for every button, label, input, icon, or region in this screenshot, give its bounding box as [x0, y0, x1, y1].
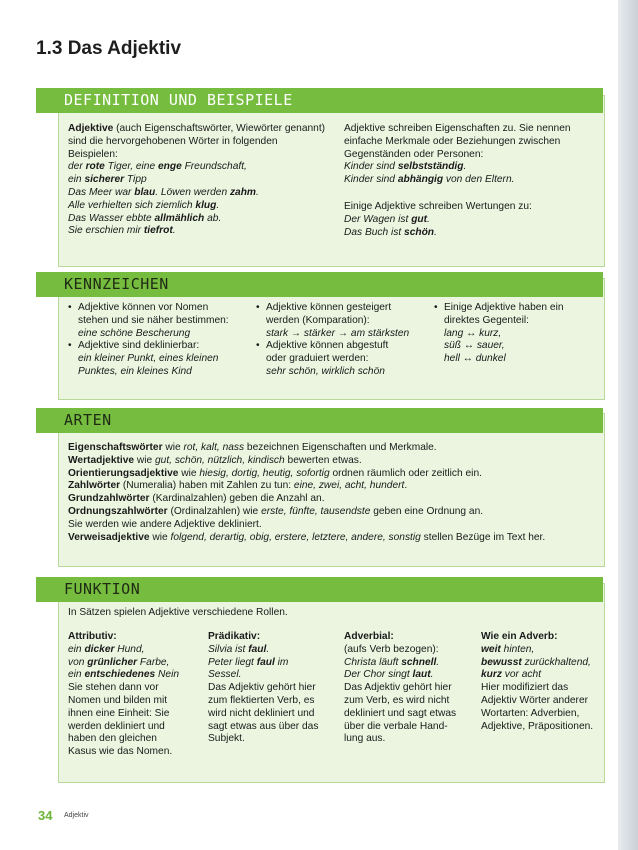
definition-right-intro: Adjektive schreiben Eigenschaften zu. Sie nennen einfache Merkmale oder Beziehungen zwischen Gegenständen oder Personen:	[344, 123, 571, 160]
example-text: .	[434, 226, 437, 238]
example-text: Peter liegt	[208, 656, 257, 668]
funktion-column-text: Wortarten: Adverbien,	[481, 707, 580, 719]
example-text: ein	[68, 643, 85, 655]
example-text: vor acht	[501, 669, 542, 681]
arten-text: Sie werden wie andere Adjektive dekliniert.	[68, 518, 262, 530]
example-text: Das Buch ist	[344, 226, 405, 238]
funktion-column-text: Subjekt.	[208, 733, 245, 745]
funktion-column-text: zum flektierten Verb, es	[208, 694, 315, 706]
funktion-column-text: ihnen eine Einheit: Sie	[68, 707, 170, 719]
funktion-intro: In Sätzen spielen Adjektive verschiedene Rollen.	[68, 607, 288, 618]
example-text: der	[68, 161, 86, 173]
example-text: hinten,	[500, 643, 535, 655]
arten-text: bewerten etwas.	[284, 454, 362, 466]
funktion-adverbial	[344, 631, 469, 746]
example-line	[68, 213, 330, 226]
funktion-column-text: haben den gleichen	[68, 733, 157, 745]
kennzeichen-header	[36, 272, 603, 297]
kennzeichen-text: • Einige Adjektive haben ein	[444, 302, 564, 313]
arten-text: stellen Bezüge im Text her.	[420, 531, 546, 543]
definition-intro-rest: (auch Eigenschaftswörter, Wiewörter genannt) sind die hervorgehobenen Wörter in folgenden Beispielen:	[68, 123, 326, 160]
funktion-header	[36, 577, 603, 602]
example-text: Der Wagen ist	[344, 213, 412, 225]
arten-text: geben eine Ordnung an.	[370, 505, 484, 517]
arten-text: .	[404, 480, 408, 492]
emphasized-adjective: faul	[256, 656, 275, 668]
emphasized-adjective: weit	[481, 643, 501, 655]
example-text: Farbe,	[137, 656, 170, 668]
arten-header	[36, 408, 603, 433]
arten-list	[68, 442, 598, 544]
example-line	[481, 657, 599, 670]
page-number: 34	[38, 808, 53, 823]
definition-left-column	[68, 123, 330, 238]
arten-example: eine, zwei, acht, hundert	[293, 480, 405, 492]
funktion-column-title: Wie ein Adverb:	[481, 631, 558, 642]
funktion-column-text: dekliniert und sagt etwas	[344, 707, 457, 719]
emphasized-adjective: tiefrot	[143, 225, 173, 237]
definition-left-examples	[68, 161, 330, 238]
emphasized-adjective: bewusst	[481, 656, 522, 668]
example-line	[481, 644, 599, 657]
example-text: ein	[68, 174, 85, 186]
example-text: Hund,	[114, 643, 145, 655]
emphasized-adjective: klug	[195, 199, 217, 211]
arten-term: Orientierungsadjektive	[68, 467, 179, 479]
kennzeichen-text: stehen und sie näher bestimmen:	[78, 314, 229, 326]
page-edge-shadow	[618, 0, 638, 850]
emphasized-adjective: selbstständig	[397, 161, 464, 173]
example-line	[208, 644, 333, 657]
funktion-column-text: Adjektive, Präpositionen.	[481, 720, 594, 732]
example-text: Tipp	[124, 174, 147, 186]
example-line	[68, 161, 330, 174]
arten-row	[68, 442, 598, 455]
funktion-column-title: Attributiv:	[68, 631, 117, 642]
example-text: .	[427, 213, 430, 225]
example-line	[68, 187, 330, 200]
emphasized-adjective: sicherer	[84, 174, 125, 186]
arten-term: Eigenschaftswörter	[68, 442, 163, 453]
example-line	[344, 174, 594, 187]
funktion-column-text: Adjektiv Wörter anderer	[481, 694, 589, 706]
example-text: .	[436, 656, 440, 668]
funktion-heading: FUNKTION	[64, 580, 141, 598]
example-line	[208, 657, 333, 670]
example-text: ab.	[204, 212, 222, 224]
example-text: .	[216, 199, 220, 211]
example-line	[68, 669, 193, 682]
funktion-column-text: über die verbale Hand-	[344, 720, 448, 732]
footer-chapter-label: Adjektiv	[64, 812, 89, 819]
funktion-column-text: lung aus.	[344, 733, 386, 745]
funktion-column-text: Das Adjektiv gehört hier	[208, 682, 316, 694]
kennzeichen-example: eine schöne Bescherung	[78, 327, 191, 339]
funktion-column-title: Prädikativ:	[208, 631, 261, 642]
emphasized-adjective: faul	[248, 643, 267, 655]
funktion-wie-ein-adverb	[481, 631, 599, 733]
kennzeichen-item	[68, 302, 248, 340]
definition-right-column	[344, 123, 594, 239]
example-text: Das Meer war	[68, 186, 135, 198]
example-text: Der Chor singt	[344, 669, 413, 681]
example-line	[208, 669, 333, 682]
example-line	[68, 200, 330, 213]
example-text: Kinder sind	[344, 174, 398, 186]
arten-term: Verweisadjektive	[68, 531, 150, 543]
example-line	[68, 174, 330, 187]
emphasized-adjective: entschiedenes	[84, 669, 156, 681]
kennzeichen-text: • Adjektive sind deklinierbar:	[78, 340, 200, 352]
example-line	[344, 669, 469, 682]
arten-row	[68, 493, 598, 506]
emphasized-adjective: kurz	[481, 669, 502, 681]
page-title: 1.3 Das Adjektiv	[36, 38, 182, 59]
example-line	[344, 227, 594, 240]
kennzeichen-text: • Adjektive können abgestuft	[266, 340, 389, 352]
definition-header	[36, 88, 603, 113]
definition-right-examples	[344, 161, 594, 187]
emphasized-adjective: blau	[134, 186, 156, 198]
definition-heading: DEFINITION UND BEISPIELE	[64, 91, 293, 109]
kennzeichen-item	[256, 340, 426, 378]
example-text: Sie erschien mir	[68, 225, 144, 237]
kennzeichen-item	[434, 302, 594, 366]
kennzeichen-text: • Adjektive können vor Nomen	[78, 302, 209, 313]
funktion-column-text: zum Verb, es wird nicht	[344, 694, 450, 706]
funktion-column-text: werden dekliniert und	[68, 720, 165, 732]
arten-example: erste, fünfte, tausendste	[261, 505, 371, 517]
example-text: .	[266, 643, 270, 655]
kennzeichen-example: Punktes, ein kleines Kind	[78, 365, 192, 377]
kennzeichen-text: • Adjektive können gesteigert	[266, 302, 392, 313]
definition-right-examples-2	[344, 214, 594, 240]
funktion-column-text: sagt etwas aus über das	[208, 720, 319, 732]
emphasized-adjective: schnell	[401, 656, 437, 668]
example-line	[68, 644, 193, 657]
example-line	[68, 225, 330, 238]
example-text: Sessel.	[208, 669, 242, 681]
funktion-column-text: Das Adjektiv gehört hier	[344, 682, 452, 694]
kennzeichen-example: sehr schön, wirklich schön	[266, 365, 385, 377]
funktion-column-text: Sie stehen dann vor	[68, 682, 159, 694]
kennzeichen-column-2	[256, 302, 426, 379]
example-text: von den Eltern.	[443, 174, 515, 186]
arten-row	[68, 519, 598, 532]
kennzeichen-example: süß ↔ sauer,	[444, 340, 505, 352]
example-line	[344, 214, 594, 227]
definition-intro-term: Adjektive	[68, 123, 114, 134]
funktion-column-text: Kasus wie das Nomen.	[68, 746, 173, 758]
arten-row	[68, 468, 598, 481]
kennzeichen-example: hell ↔ dunkel	[444, 353, 506, 365]
kennzeichen-example: lang ↔ kurz,	[444, 327, 502, 339]
example-text: Christa läuft	[344, 656, 402, 668]
emphasized-adjective: laut	[412, 669, 431, 681]
example-text: .	[256, 186, 259, 198]
kennzeichen-heading: KENNZEICHEN	[64, 275, 169, 293]
arten-term: Zahlwörter	[68, 480, 121, 492]
arten-text: wie	[162, 442, 184, 453]
funktion-column-text: Nomen und bilden mit	[68, 694, 168, 706]
kennzeichen-example: ein kleiner Punkt, eines kleinen	[78, 353, 219, 365]
kennzeichen-example: stark → stärker → am stärksten	[266, 327, 410, 339]
funktion-column-text: wird nicht dekliniert und	[208, 707, 315, 719]
kennzeichen-text: werden (Komparation):	[266, 314, 370, 326]
example-text: .	[463, 161, 467, 173]
emphasized-adjective: enge	[157, 161, 182, 173]
example-line	[68, 657, 193, 670]
example-text: Alle verhielten sich ziemlich	[68, 199, 196, 211]
emphasized-adjective: grünlicher	[87, 656, 138, 668]
example-text: Kinder sind	[344, 161, 398, 173]
example-text: Freundschaft,	[181, 161, 247, 173]
arten-term: Grundzahlwörter	[68, 493, 150, 505]
kennzeichen-column-3	[434, 302, 594, 366]
funktion-praedikativ	[208, 631, 333, 746]
example-text: im	[274, 656, 289, 668]
kennzeichen-text: oder graduiert werden:	[266, 353, 369, 365]
arten-example: rot, kalt, nass	[183, 442, 245, 453]
arten-row	[68, 480, 598, 493]
definition-right-intro2: Einige Adjektive schreiben Wertungen zu:	[344, 200, 532, 212]
emphasized-adjective: gut	[411, 213, 428, 225]
arten-text: wie	[134, 454, 156, 466]
arten-text: ordnen räumlich oder zeitlich ein.	[329, 467, 482, 479]
example-text: Das Wasser ebbte	[68, 212, 155, 224]
arten-term: Wertadjektive	[68, 454, 135, 466]
example-text: von	[68, 656, 88, 668]
arten-example: gut, schön, nützlich, kindisch	[155, 454, 285, 466]
arten-text: bezeichnen Eigenschaften und Merkmale.	[244, 442, 437, 453]
arten-text: (Numeralia) haben mit Zahlen zu tun:	[120, 480, 294, 492]
kennzeichen-item	[256, 302, 426, 340]
emphasized-adjective: dicker	[84, 643, 115, 655]
arten-text: wie	[178, 467, 200, 479]
kennzeichen-item	[68, 340, 248, 378]
example-text: Nein	[155, 669, 180, 681]
arten-row	[68, 455, 598, 468]
definition-intro	[68, 123, 330, 161]
example-text: Tiger, eine	[104, 161, 158, 173]
emphasized-adjective: zahm	[229, 186, 256, 198]
kennzeichen-text: direktes Gegenteil:	[444, 314, 529, 326]
emphasized-adjective: rote	[85, 161, 105, 173]
funktion-column-text: Hier modifiziert das	[481, 682, 569, 694]
arten-text: wie	[149, 531, 171, 543]
arten-text: (Ordinalzahlen) wie	[167, 505, 262, 517]
emphasized-adjective: schön	[404, 226, 435, 238]
example-text: . Löwen werden	[155, 186, 230, 198]
arten-text: (Kardinalzahlen) geben die Anzahl an.	[149, 493, 325, 505]
arten-term: Ordnungszahlwörter	[68, 505, 168, 517]
kennzeichen-column-1	[68, 302, 248, 379]
arten-example: hiesig, dortig, heutig, sofortig	[199, 467, 330, 479]
example-text: .	[430, 669, 434, 681]
example-line	[344, 657, 469, 670]
emphasized-adjective: allmählich	[154, 212, 205, 224]
arten-example: folgend, derartig, obig, erstere, letztere, andere, sonstig	[170, 531, 421, 543]
funktion-column-subtitle: (aufs Verb bezogen):	[344, 643, 439, 655]
arten-row	[68, 532, 598, 545]
example-text: zurückhaltend,	[521, 656, 591, 668]
arten-heading: ARTEN	[64, 411, 112, 429]
emphasized-adjective: abhängig	[397, 174, 444, 186]
funktion-column-title: Adverbial:	[344, 631, 394, 642]
example-text: Silvia ist	[208, 643, 249, 655]
funktion-attributiv	[68, 631, 193, 759]
example-line	[481, 669, 599, 682]
example-line	[344, 161, 594, 174]
arten-row	[68, 506, 598, 519]
example-text: .	[172, 225, 176, 237]
example-text: ein	[68, 669, 85, 681]
